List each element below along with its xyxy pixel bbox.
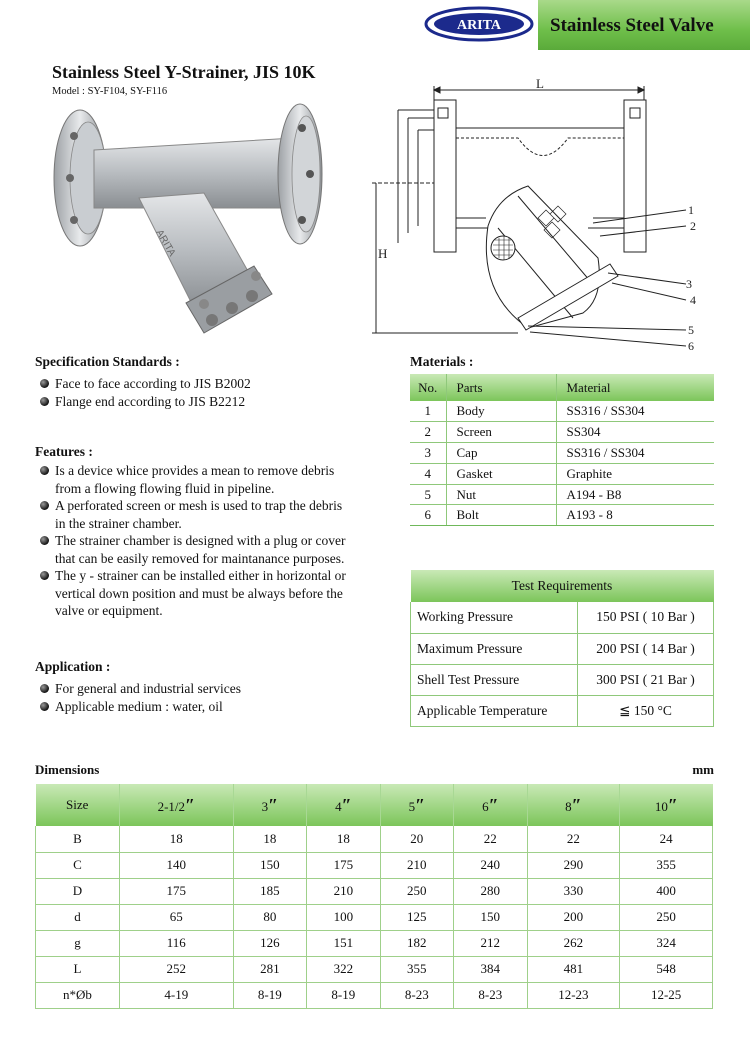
column-header: No. [410,374,446,401]
table-cell: 22 [454,826,527,852]
table-cell: 262 [527,930,620,956]
table-cell: 22 [527,826,620,852]
table-cell: 5 [410,484,446,505]
table-cell: 18 [233,826,306,852]
table-row [36,982,713,1008]
table-cell: 210 [380,852,453,878]
spec-list [37,375,251,410]
table-row [410,422,714,443]
requirement-label: Applicable Temperature [411,695,578,726]
dim-L-label: L [536,78,544,91]
technical-drawing [368,78,708,358]
inch-mark: ″ [488,794,499,815]
page-title: Stainless Steel Y-Strainer, JIS 10K [52,62,316,82]
callout-4: 4 [690,293,696,307]
size-value: 5 [408,798,416,814]
requirement-value: 200 PSI ( 14 Bar ) [578,633,714,664]
dim-H-label: H [378,246,388,261]
list-item: The y - strainer can be installed either in horizontal or vertical down position and must be always before the valve or equipment. [37,567,346,620]
list-item: A perforated screen or mesh is used to trap the debris in the strainer chamber. [37,497,346,532]
table-row [410,401,714,422]
table-cell: 250 [380,878,453,904]
table-cell: A194 - B8 [556,484,714,505]
table-cell: A193 - 8 [556,505,714,526]
table-row [36,878,713,904]
table-cell: 8-19 [307,982,380,1008]
table-row [411,664,714,695]
callout-2: 2 [690,219,696,233]
table-cell: Cap [446,443,556,464]
size-column-header [120,784,234,826]
column-header: Material [556,374,714,401]
table-cell: 175 [120,878,234,904]
size-column-header [233,784,306,826]
dimensions-heading: Dimensions [35,762,100,777]
table-cell: 324 [620,930,713,956]
table-row [36,930,713,956]
inch-mark: ″ [341,794,352,815]
table-row [411,602,714,633]
inch-mark: ″ [268,794,279,815]
table-cell: 12-25 [620,982,713,1008]
inch-mark: ″ [571,794,582,815]
table-cell: 65 [120,904,234,930]
requirement-label: Maximum Pressure [411,633,578,664]
inch-mark: ″ [415,794,426,815]
bullet-icon [40,397,49,406]
table-cell: 24 [620,826,713,852]
table-cell: 125 [380,904,453,930]
table-cell: 18 [120,826,234,852]
table-cell: Graphite [556,463,714,484]
application-heading: Application : [35,659,111,674]
table-cell: Bolt [446,505,556,526]
dimension-label: d [36,904,120,930]
requirement-value: ≦ 150 °C [578,695,714,726]
brand-title: Stainless Steel Valve [550,15,714,36]
requirement-label: Working Pressure [411,602,578,633]
dimension-label: L [36,956,120,982]
size-column-header [620,784,713,826]
dimensions-unit: mm [692,762,714,777]
materials-heading: Materials : [410,354,474,369]
test-requirements-table [410,570,714,727]
table-cell: 1 [410,401,446,422]
table-cell: 281 [233,956,306,982]
dimension-label: D [36,878,120,904]
table-cell: 126 [233,930,306,956]
callout-5: 5 [688,323,694,337]
list-item: Is a device whice provides a mean to remove debris from a flowing flowing fluid in pipeline. [37,462,346,497]
table-row [411,695,714,726]
table-cell: 151 [307,930,380,956]
table-cell: 481 [527,956,620,982]
table-cell: Gasket [446,463,556,484]
table-cell: Body [446,401,556,422]
size-header: Size [36,784,120,826]
column-header: Parts [446,374,556,401]
table-header-row [36,784,713,826]
table-cell: 8-19 [233,982,306,1008]
table-row [410,463,714,484]
table-row [411,633,714,664]
model-number: Model : SY-F104, SY-F116 [52,86,168,97]
list-item: Face to face according to JIS B2002 [37,375,251,393]
table-cell: 322 [307,956,380,982]
table-cell: 6 [410,505,446,526]
table-cell: 182 [380,930,453,956]
table-cell: 150 [233,852,306,878]
table-cell: 250 [620,904,713,930]
table-cell: 2 [410,422,446,443]
table-cell: 12-23 [527,982,620,1008]
bullet-icon [40,702,49,711]
table-cell: 240 [454,852,527,878]
requirement-label: Shell Test Pressure [411,664,578,695]
table-cell: 290 [527,852,620,878]
table-row [410,484,714,505]
dimension-label: C [36,852,120,878]
size-value: 6 [482,798,489,814]
table-cell: 20 [380,826,453,852]
table-header-row [411,570,714,602]
table-cell: 116 [120,930,234,956]
table-row [36,904,713,930]
spec-heading: Specification Standards : [35,354,180,369]
table-cell: 384 [454,956,527,982]
bullet-icon [40,466,49,475]
bullet-icon [40,571,49,580]
table-cell: 8-23 [380,982,453,1008]
application-list [37,680,241,715]
table-row [36,956,713,982]
table-header-row [410,374,714,401]
dimension-label: B [36,826,120,852]
bullet-icon [40,536,49,545]
list-item: For general and industrial services [37,680,241,698]
table-cell: 400 [620,878,713,904]
features-heading: Features : [35,444,93,459]
requirement-value: 300 PSI ( 21 Bar ) [578,664,714,695]
size-value: 3 [261,798,269,814]
inch-mark: ″ [667,794,678,815]
table-row [410,443,714,464]
table-cell: 150 [454,904,527,930]
test-requirements-heading: Test Requirements [411,570,714,602]
table-cell: 185 [233,878,306,904]
table-cell: 4 [410,463,446,484]
size-column-header [307,784,380,826]
dimensions-table [35,784,713,1009]
table-cell: 330 [527,878,620,904]
size-value: 4 [335,798,342,814]
callout-3: 3 [686,277,692,291]
materials-table [410,374,714,526]
size-column-header [454,784,527,826]
callout-1: 1 [688,203,694,217]
table-cell: Nut [446,484,556,505]
arita-logo [424,6,534,42]
table-cell: 3 [410,443,446,464]
table-cell: 100 [307,904,380,930]
list-item: Flange end according to JIS B2212 [37,393,251,411]
callout-6: 6 [688,339,694,353]
table-cell: 212 [454,930,527,956]
size-column-header [527,784,620,826]
table-cell: SS316 / SS304 [556,443,714,464]
table-cell: 4-19 [120,982,234,1008]
table-cell: 18 [307,826,380,852]
table-cell: 210 [307,878,380,904]
table-cell: 280 [454,878,527,904]
casting-mark: ARITA [153,228,178,259]
list-item: Applicable medium : water, oil [37,698,241,716]
product-photo [44,98,324,348]
table-cell: 175 [307,852,380,878]
size-value: 10 [654,798,668,814]
table-cell: 140 [120,852,234,878]
table-cell: SS304 [556,422,714,443]
inch-mark: ″ [185,794,195,815]
table-row [36,826,713,852]
bullet-icon [40,501,49,510]
bullet-icon [40,379,49,388]
table-cell: 8-23 [454,982,527,1008]
features-list [37,462,346,620]
logo-text: ARITA [456,18,502,33]
dimension-label: g [36,930,120,956]
table-cell: SS316 / SS304 [556,401,714,422]
size-value: 2-1/2 [157,798,186,814]
table-cell: 252 [120,956,234,982]
table-row [410,505,714,526]
dimension-label: n*Øb [36,982,120,1008]
table-cell: 355 [380,956,453,982]
table-row [36,852,713,878]
table-cell: Screen [446,422,556,443]
table-cell: 200 [527,904,620,930]
size-column-header [380,784,453,826]
list-item: The strainer chamber is designed with a plug or cover that can be easily removed for maintanance purposes. [37,532,346,567]
size-value: 8 [565,798,572,814]
table-cell: 355 [620,852,713,878]
table-cell: 80 [233,904,306,930]
table-cell: 548 [620,956,713,982]
requirement-value: 150 PSI ( 10 Bar ) [578,602,714,633]
bullet-icon [40,684,49,693]
